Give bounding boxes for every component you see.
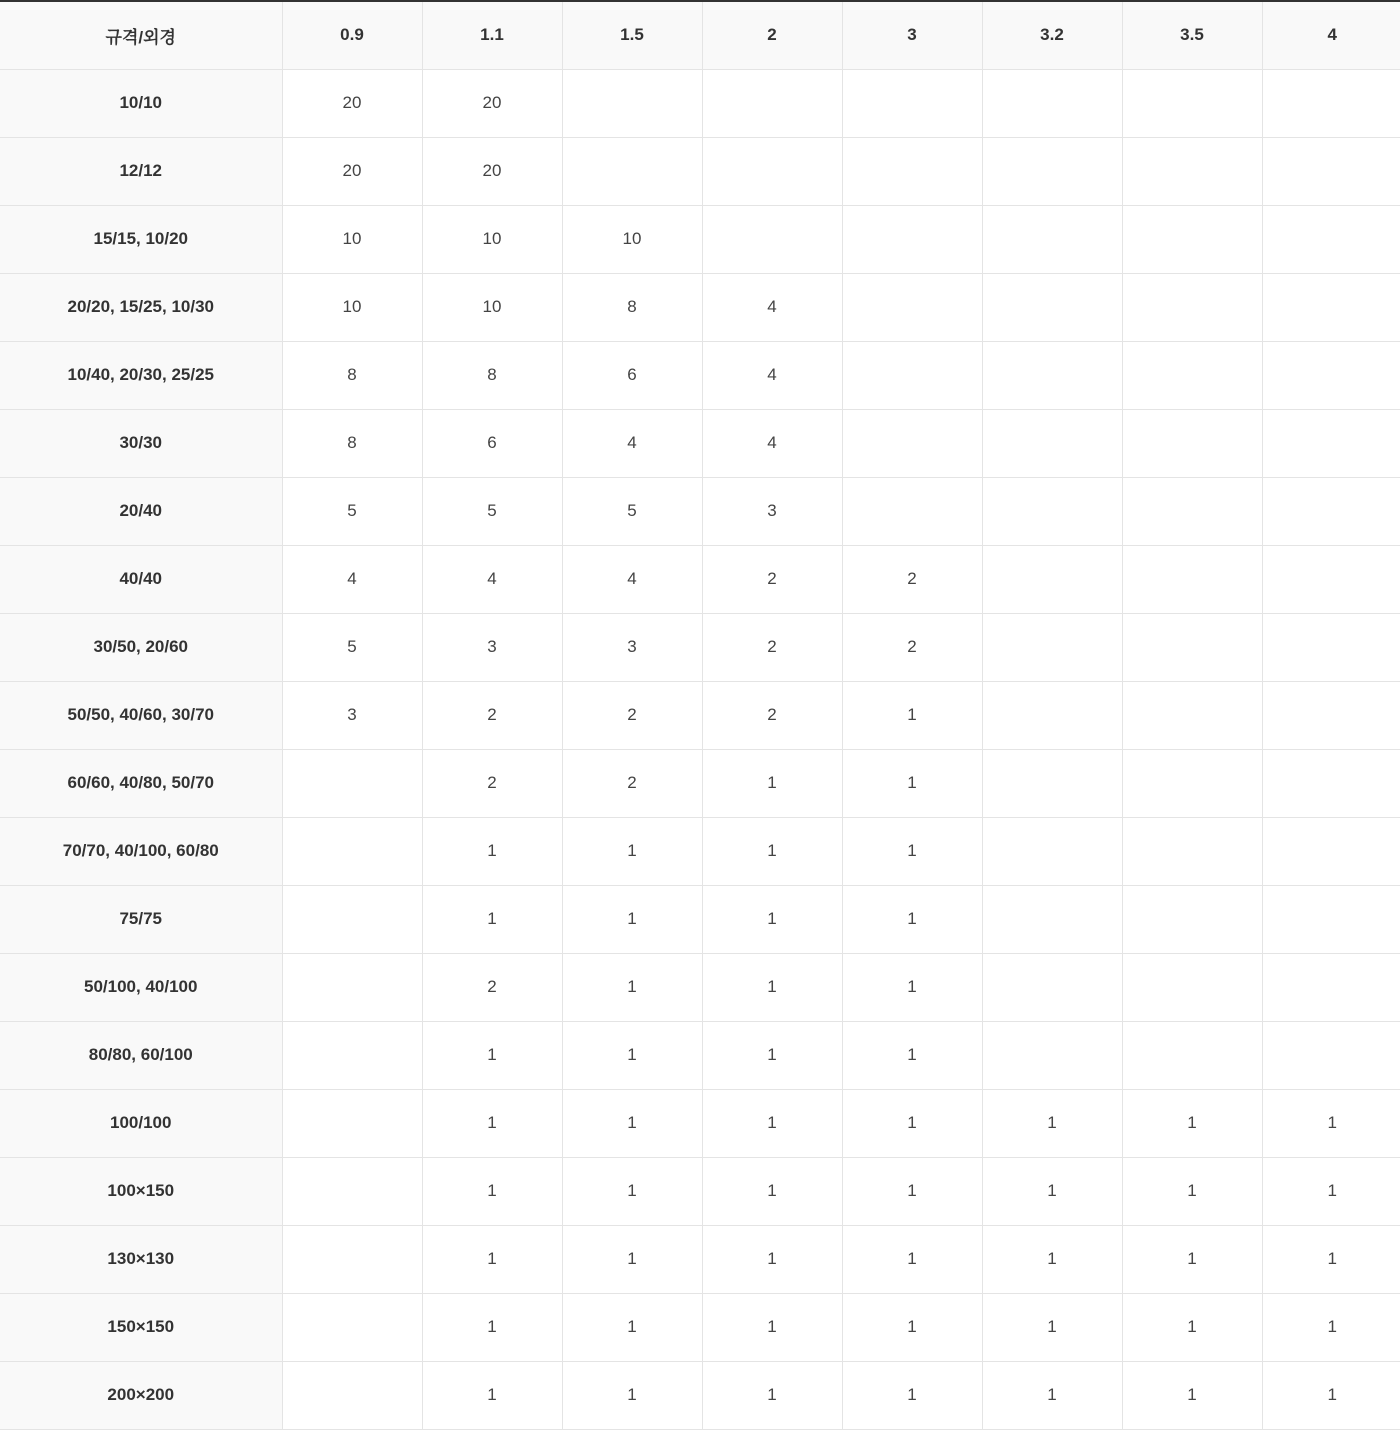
table-row xyxy=(0,205,1400,273)
table-cell: 6 xyxy=(562,341,702,409)
table-row xyxy=(0,1089,1400,1157)
table-cell: 1 xyxy=(1262,1089,1400,1157)
table-cell xyxy=(842,69,982,137)
table-cell xyxy=(1262,273,1400,341)
header-row xyxy=(0,1,1400,69)
table-cell: 10 xyxy=(282,273,422,341)
row-spec-cell: 30/50, 20/60 xyxy=(0,613,282,681)
table-cell xyxy=(982,817,1122,885)
table-cell xyxy=(842,409,982,477)
table-cell: 1 xyxy=(982,1225,1122,1293)
row-spec-cell: 10/10 xyxy=(0,69,282,137)
table-cell xyxy=(1262,69,1400,137)
table-cell: 1 xyxy=(562,1293,702,1361)
table-cell: 1 xyxy=(1122,1157,1262,1225)
table-cell: 1 xyxy=(562,1021,702,1089)
table-cell: 1 xyxy=(702,953,842,1021)
table-cell xyxy=(982,749,1122,817)
table-cell xyxy=(1122,749,1262,817)
table-cell xyxy=(842,477,982,545)
table-cell: 1 xyxy=(842,953,982,1021)
table-cell: 1 xyxy=(562,1361,702,1429)
table-row xyxy=(0,749,1400,817)
column-header-cell: 1.1 xyxy=(422,1,562,69)
table-cell: 2 xyxy=(702,613,842,681)
table-row xyxy=(0,817,1400,885)
row-spec-cell: 12/12 xyxy=(0,137,282,205)
table-cell: 1 xyxy=(422,1293,562,1361)
corner-header-cell: 규격/외경 xyxy=(0,1,282,69)
table-cell: 2 xyxy=(842,545,982,613)
column-header-cell: 1.5 xyxy=(562,1,702,69)
table-cell: 2 xyxy=(422,749,562,817)
table-cell xyxy=(982,1021,1122,1089)
table-cell xyxy=(982,885,1122,953)
table-cell: 3 xyxy=(422,613,562,681)
table-cell xyxy=(702,205,842,273)
table-cell: 8 xyxy=(562,273,702,341)
table-cell: 2 xyxy=(422,681,562,749)
table-cell xyxy=(842,273,982,341)
row-spec-cell: 200×200 xyxy=(0,1361,282,1429)
table-cell xyxy=(1262,613,1400,681)
table-cell xyxy=(1122,885,1262,953)
column-header-cell: 3.2 xyxy=(982,1,1122,69)
table-cell xyxy=(1122,409,1262,477)
table-cell xyxy=(1262,409,1400,477)
table-cell xyxy=(1122,953,1262,1021)
table-cell: 1 xyxy=(1262,1225,1400,1293)
table-row xyxy=(0,885,1400,953)
table-row xyxy=(0,477,1400,545)
table-cell xyxy=(982,341,1122,409)
table-row xyxy=(0,409,1400,477)
table-row xyxy=(0,273,1400,341)
table-cell: 1 xyxy=(422,817,562,885)
table-row xyxy=(0,613,1400,681)
table-cell: 1 xyxy=(842,1361,982,1429)
table-cell: 1 xyxy=(842,749,982,817)
table-cell xyxy=(982,137,1122,205)
column-header-cell: 0.9 xyxy=(282,1,422,69)
table-cell xyxy=(982,613,1122,681)
table-cell: 1 xyxy=(422,1225,562,1293)
table-cell: 1 xyxy=(562,1225,702,1293)
table-cell: 10 xyxy=(282,205,422,273)
column-header-cell: 4 xyxy=(1262,1,1400,69)
table-cell: 1 xyxy=(562,817,702,885)
table-row xyxy=(0,1157,1400,1225)
table-cell: 1 xyxy=(842,681,982,749)
table-cell xyxy=(982,69,1122,137)
table-cell: 1 xyxy=(702,1293,842,1361)
table-cell: 1 xyxy=(982,1361,1122,1429)
table-cell: 1 xyxy=(842,1021,982,1089)
row-spec-cell: 15/15, 10/20 xyxy=(0,205,282,273)
row-spec-cell: 40/40 xyxy=(0,545,282,613)
row-spec-cell: 100×150 xyxy=(0,1157,282,1225)
table-cell: 1 xyxy=(842,1293,982,1361)
table-cell: 2 xyxy=(702,681,842,749)
table-cell xyxy=(1262,477,1400,545)
table-cell xyxy=(282,1089,422,1157)
table-cell: 5 xyxy=(282,477,422,545)
table-cell xyxy=(1262,205,1400,273)
row-spec-cell: 80/80, 60/100 xyxy=(0,1021,282,1089)
table-cell: 1 xyxy=(1122,1293,1262,1361)
table-cell: 6 xyxy=(422,409,562,477)
table-row xyxy=(0,1021,1400,1089)
row-spec-cell: 70/70, 40/100, 60/80 xyxy=(0,817,282,885)
table-row xyxy=(0,341,1400,409)
table-cell: 1 xyxy=(702,885,842,953)
table-cell xyxy=(982,409,1122,477)
table-cell xyxy=(282,1293,422,1361)
table-cell: 5 xyxy=(562,477,702,545)
table-cell: 1 xyxy=(702,817,842,885)
table-cell: 10 xyxy=(562,205,702,273)
table-cell xyxy=(1262,885,1400,953)
table-cell: 1 xyxy=(1262,1293,1400,1361)
table-cell xyxy=(982,477,1122,545)
table-cell: 1 xyxy=(702,1021,842,1089)
table-row xyxy=(0,137,1400,205)
column-header-cell: 3 xyxy=(842,1,982,69)
table-cell xyxy=(282,817,422,885)
table-cell xyxy=(982,953,1122,1021)
table-cell xyxy=(1262,749,1400,817)
row-spec-cell: 60/60, 40/80, 50/70 xyxy=(0,749,282,817)
table-cell: 1 xyxy=(982,1089,1122,1157)
row-spec-cell: 50/100, 40/100 xyxy=(0,953,282,1021)
table-cell xyxy=(842,205,982,273)
table-cell: 1 xyxy=(1262,1361,1400,1429)
table-cell: 8 xyxy=(282,341,422,409)
table-cell: 8 xyxy=(282,409,422,477)
table-cell xyxy=(1262,137,1400,205)
table-cell xyxy=(982,205,1122,273)
table-cell xyxy=(1122,477,1262,545)
table-cell: 20 xyxy=(422,137,562,205)
table-cell: 2 xyxy=(422,953,562,1021)
table-header xyxy=(0,1,1400,69)
table-cell xyxy=(1262,341,1400,409)
table-cell xyxy=(1122,273,1262,341)
table-cell: 1 xyxy=(562,1089,702,1157)
table-cell xyxy=(1122,817,1262,885)
table-cell: 1 xyxy=(422,1089,562,1157)
table-row xyxy=(0,545,1400,613)
table-cell: 4 xyxy=(282,545,422,613)
table-cell xyxy=(982,273,1122,341)
table-cell: 2 xyxy=(562,749,702,817)
table-cell xyxy=(282,953,422,1021)
table-cell xyxy=(282,1361,422,1429)
row-spec-cell: 20/20, 15/25, 10/30 xyxy=(0,273,282,341)
table-cell xyxy=(282,885,422,953)
row-spec-cell: 20/40 xyxy=(0,477,282,545)
table-cell xyxy=(1262,953,1400,1021)
table-cell xyxy=(982,545,1122,613)
table-cell xyxy=(282,749,422,817)
table-cell: 2 xyxy=(562,681,702,749)
table-cell xyxy=(982,681,1122,749)
table-cell: 1 xyxy=(702,749,842,817)
row-spec-cell: 100/100 xyxy=(0,1089,282,1157)
row-spec-cell: 130×130 xyxy=(0,1225,282,1293)
table-row xyxy=(0,69,1400,137)
table-cell xyxy=(1122,341,1262,409)
row-spec-cell: 75/75 xyxy=(0,885,282,953)
table-cell: 4 xyxy=(702,409,842,477)
table-cell: 20 xyxy=(282,69,422,137)
table-cell xyxy=(1122,613,1262,681)
table-row xyxy=(0,681,1400,749)
table-cell: 2 xyxy=(702,545,842,613)
table-cell xyxy=(1262,681,1400,749)
table-cell: 20 xyxy=(422,69,562,137)
table-cell: 1 xyxy=(562,953,702,1021)
table-cell: 4 xyxy=(562,545,702,613)
table-cell: 1 xyxy=(1122,1361,1262,1429)
table-body xyxy=(0,69,1400,1429)
table-cell xyxy=(282,1157,422,1225)
table-cell: 1 xyxy=(1122,1225,1262,1293)
column-header-cell: 3.5 xyxy=(1122,1,1262,69)
table-cell xyxy=(1262,545,1400,613)
table-cell: 1 xyxy=(842,885,982,953)
table-cell xyxy=(1122,681,1262,749)
table-cell: 1 xyxy=(702,1089,842,1157)
table-cell xyxy=(1122,205,1262,273)
table-cell xyxy=(1122,137,1262,205)
table-cell: 1 xyxy=(982,1157,1122,1225)
row-spec-cell: 30/30 xyxy=(0,409,282,477)
table-cell: 4 xyxy=(702,341,842,409)
table-cell: 1 xyxy=(702,1361,842,1429)
table-cell: 4 xyxy=(422,545,562,613)
table-cell: 3 xyxy=(562,613,702,681)
table-cell: 10 xyxy=(422,205,562,273)
row-spec-cell: 150×150 xyxy=(0,1293,282,1361)
table-cell xyxy=(702,69,842,137)
table-cell: 3 xyxy=(702,477,842,545)
table-cell: 4 xyxy=(702,273,842,341)
table-cell xyxy=(1122,69,1262,137)
table-cell xyxy=(1262,817,1400,885)
table-cell: 1 xyxy=(982,1293,1122,1361)
table-cell: 5 xyxy=(282,613,422,681)
table-cell: 1 xyxy=(1122,1089,1262,1157)
table-cell xyxy=(1262,1021,1400,1089)
table-cell: 20 xyxy=(282,137,422,205)
table-cell: 1 xyxy=(422,1361,562,1429)
row-spec-cell: 10/40, 20/30, 25/25 xyxy=(0,341,282,409)
table-cell: 2 xyxy=(842,613,982,681)
table-cell: 1 xyxy=(422,1157,562,1225)
row-spec-cell: 50/50, 40/60, 30/70 xyxy=(0,681,282,749)
table-cell xyxy=(702,137,842,205)
table-cell: 1 xyxy=(422,1021,562,1089)
table-cell: 1 xyxy=(842,817,982,885)
table-cell xyxy=(282,1021,422,1089)
table-cell: 8 xyxy=(422,341,562,409)
table-row xyxy=(0,1225,1400,1293)
table-cell: 1 xyxy=(842,1089,982,1157)
table-cell xyxy=(842,137,982,205)
table-cell: 1 xyxy=(702,1225,842,1293)
table-cell: 1 xyxy=(562,1157,702,1225)
table-cell: 10 xyxy=(422,273,562,341)
table-cell: 1 xyxy=(422,885,562,953)
table-row xyxy=(0,953,1400,1021)
table-cell: 1 xyxy=(562,885,702,953)
table-cell: 1 xyxy=(842,1225,982,1293)
table-cell: 5 xyxy=(422,477,562,545)
table-cell: 3 xyxy=(282,681,422,749)
table-cell xyxy=(1122,1021,1262,1089)
table-row xyxy=(0,1361,1400,1429)
table-cell: 1 xyxy=(842,1157,982,1225)
table-cell xyxy=(562,69,702,137)
table-cell: 4 xyxy=(562,409,702,477)
table-row xyxy=(0,1293,1400,1361)
table-cell xyxy=(842,341,982,409)
table-cell xyxy=(1122,545,1262,613)
table-cell: 1 xyxy=(1262,1157,1400,1225)
column-header-cell: 2 xyxy=(702,1,842,69)
table-cell xyxy=(282,1225,422,1293)
table-cell: 1 xyxy=(702,1157,842,1225)
table-cell xyxy=(562,137,702,205)
